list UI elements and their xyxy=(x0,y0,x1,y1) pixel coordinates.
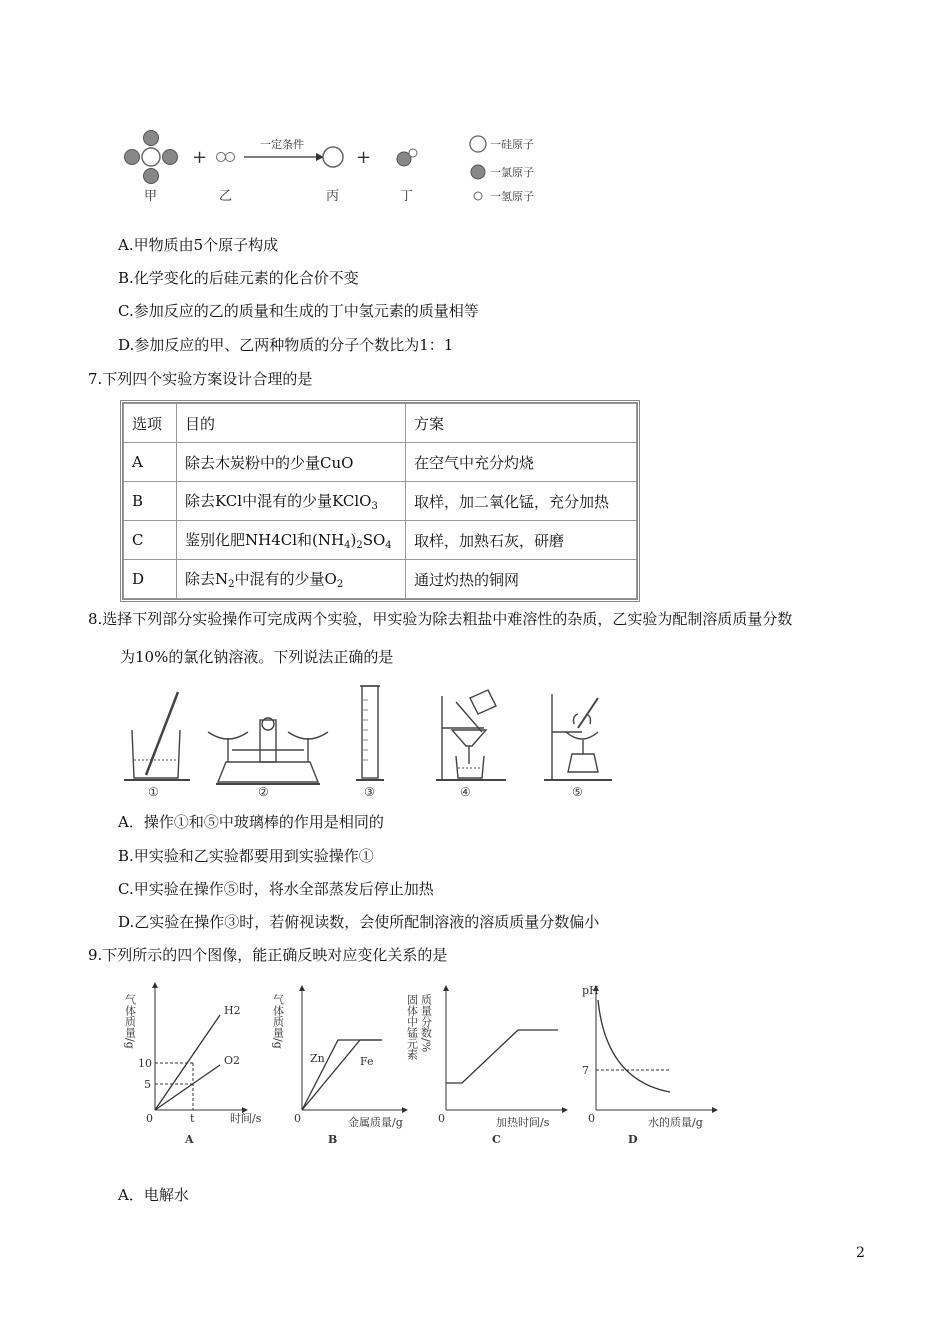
op5-evaporate xyxy=(544,694,612,780)
q8-option-b: B.甲实验和乙实验都要用到实验操作① xyxy=(118,847,374,865)
table-cell: 取样，加二氧化锰，充分加热 xyxy=(406,482,637,521)
label-yi: 乙 xyxy=(219,189,233,204)
graph-b xyxy=(272,988,406,1146)
x-axis-label: 加热时间/s xyxy=(496,1116,550,1129)
table-cell: 除去木炭粉中的少量CuO xyxy=(177,443,406,482)
table-cell: 通过灼热的铜网 xyxy=(406,560,637,599)
q8-option-a: A．操作①和⑤中玻璃棒的作用是相同的 xyxy=(118,813,384,831)
table-header-row xyxy=(124,404,637,443)
molecule-ding xyxy=(397,149,417,166)
table-row xyxy=(124,560,637,599)
table-cell: D xyxy=(124,560,177,599)
label-bing: 丙 xyxy=(326,189,340,204)
q7-table xyxy=(120,400,640,602)
q8-stem-line2: 为10%的氯化钠溶液。下列说法正确的是 xyxy=(120,648,394,666)
x-tick: t xyxy=(190,1112,195,1125)
lab-operations-figure xyxy=(120,680,620,800)
q8-option-c: C.甲实验在操作⑤时，将水全部蒸发后停止加热 xyxy=(118,880,434,898)
origin-label: 0 xyxy=(438,1112,445,1125)
op1-dissolve xyxy=(124,692,190,780)
graph-d xyxy=(582,984,715,1146)
y-tick: 10 xyxy=(138,1057,152,1070)
y-axis-label-left: 固体中锰元素 xyxy=(405,994,419,1060)
q9-option-a: A．电解水 xyxy=(118,1186,189,1204)
q8-stem-line1: 8.选择下列部分实验操作可完成两个实验，甲实验为除去粗盐中难溶性的杂质，乙实验为配制溶质质量分数 xyxy=(88,610,793,628)
graph-caption: B xyxy=(328,1133,338,1146)
page-number: 2 xyxy=(856,1245,865,1261)
y-axis-label: pH xyxy=(582,984,599,997)
series-line-fe xyxy=(302,1040,382,1110)
op-label: ③ xyxy=(364,785,375,799)
atom-legend xyxy=(470,136,534,203)
q8-option-d: D.乙实验在操作③时，若俯视读数，会使所配制溶液的溶质质量分数偏小 xyxy=(118,913,600,931)
label-ding: 丁 xyxy=(400,189,414,204)
op-label: ④ xyxy=(460,785,471,799)
y-axis-label: 气体质量/g xyxy=(123,994,137,1049)
plus-sign: + xyxy=(192,147,208,168)
table-row xyxy=(124,521,637,560)
table-header: 方案 xyxy=(406,404,637,443)
table-cell: 在空气中充分灼烧 xyxy=(406,443,637,482)
op-label: ② xyxy=(258,785,269,799)
series-line-c xyxy=(446,1030,558,1083)
series-label-fe: Fe xyxy=(360,1055,374,1068)
series-line-o2 xyxy=(155,1065,220,1110)
svg-text:一氢原子: 一氢原子 xyxy=(490,190,534,203)
reaction-diagram xyxy=(110,120,570,215)
op3-cylinder xyxy=(356,686,384,780)
y-tick: 7 xyxy=(582,1064,589,1077)
graph-c xyxy=(406,988,566,1146)
molecule-jia xyxy=(125,131,178,184)
q9-stem: 9.下列所示的四个图像，能正确反映对应变化关系的是 xyxy=(88,946,448,964)
op-label: ⑤ xyxy=(572,785,583,799)
series-label-zn: Zn xyxy=(310,1052,325,1065)
q6-option-a: A.甲物质由5个原子构成 xyxy=(118,236,279,254)
svg-text:一硅原子: 一硅原子 xyxy=(490,138,534,151)
series-label-o2: O2 xyxy=(224,1054,241,1067)
origin-label: 0 xyxy=(588,1112,595,1125)
x-axis-label: 水的质量/g xyxy=(648,1116,703,1129)
table-header: 目的 xyxy=(177,404,406,443)
series-line-zn xyxy=(302,1040,382,1110)
q9-graphs xyxy=(120,980,740,1155)
q6-option-b: B.化学变化的后硅元素的化合价不变 xyxy=(118,269,359,287)
q6-option-d: D.参加反应的甲、乙两种物质的分子个数比为1：1 xyxy=(118,336,454,354)
origin-label: 0 xyxy=(294,1112,301,1125)
table-cell: B xyxy=(124,482,177,521)
table-cell: 除去$N_2$中混有的少量$O_2$ xyxy=(177,560,406,599)
x-axis-label: 时间/s xyxy=(230,1112,262,1125)
plus-sign: + xyxy=(356,147,372,168)
table-cell: 取样，加熟石灰，研磨 xyxy=(406,521,637,560)
y-axis-label-right: 质量分数/% xyxy=(419,994,433,1053)
y-tick: 5 xyxy=(144,1078,151,1091)
series-line-d xyxy=(598,1000,670,1092)
table-cell: C xyxy=(124,521,177,560)
origin-label: 0 xyxy=(146,1112,153,1125)
molecule-bing xyxy=(323,147,343,167)
table-row xyxy=(124,482,637,521)
table-header: 选项 xyxy=(124,404,177,443)
x-axis-label: 金属质量/g xyxy=(348,1116,403,1129)
graph-a xyxy=(124,985,262,1146)
y-axis-label: 气体质量/g xyxy=(271,994,285,1049)
series-label-h2: H2 xyxy=(224,1004,241,1017)
graph-caption: D xyxy=(628,1133,638,1146)
q6-option-c: C.参加反应的乙的质量和生成的丁中氢元素的质量相等 xyxy=(118,302,479,320)
table-row xyxy=(124,443,637,482)
label-jia: 甲 xyxy=(144,189,158,204)
op4-filter xyxy=(436,690,506,780)
table-cell: 鉴别化肥NH4Cl和$(NH_4)_2SO_4$ xyxy=(177,521,406,560)
reaction-condition: 一定条件 xyxy=(260,138,304,151)
table-cell: A xyxy=(124,443,177,482)
svg-text:一氯原子: 一氯原子 xyxy=(490,166,534,179)
op-label: ① xyxy=(148,785,159,799)
q7-stem: 7.下列四个实验方案设计合理的是 xyxy=(88,370,313,388)
op2-balance xyxy=(208,718,328,784)
graph-caption: C xyxy=(492,1133,501,1146)
molecule-yi xyxy=(217,153,235,162)
table-cell: 除去KCl中混有的少量KClO$_3$ xyxy=(177,482,406,521)
graph-caption: A xyxy=(185,1133,194,1146)
